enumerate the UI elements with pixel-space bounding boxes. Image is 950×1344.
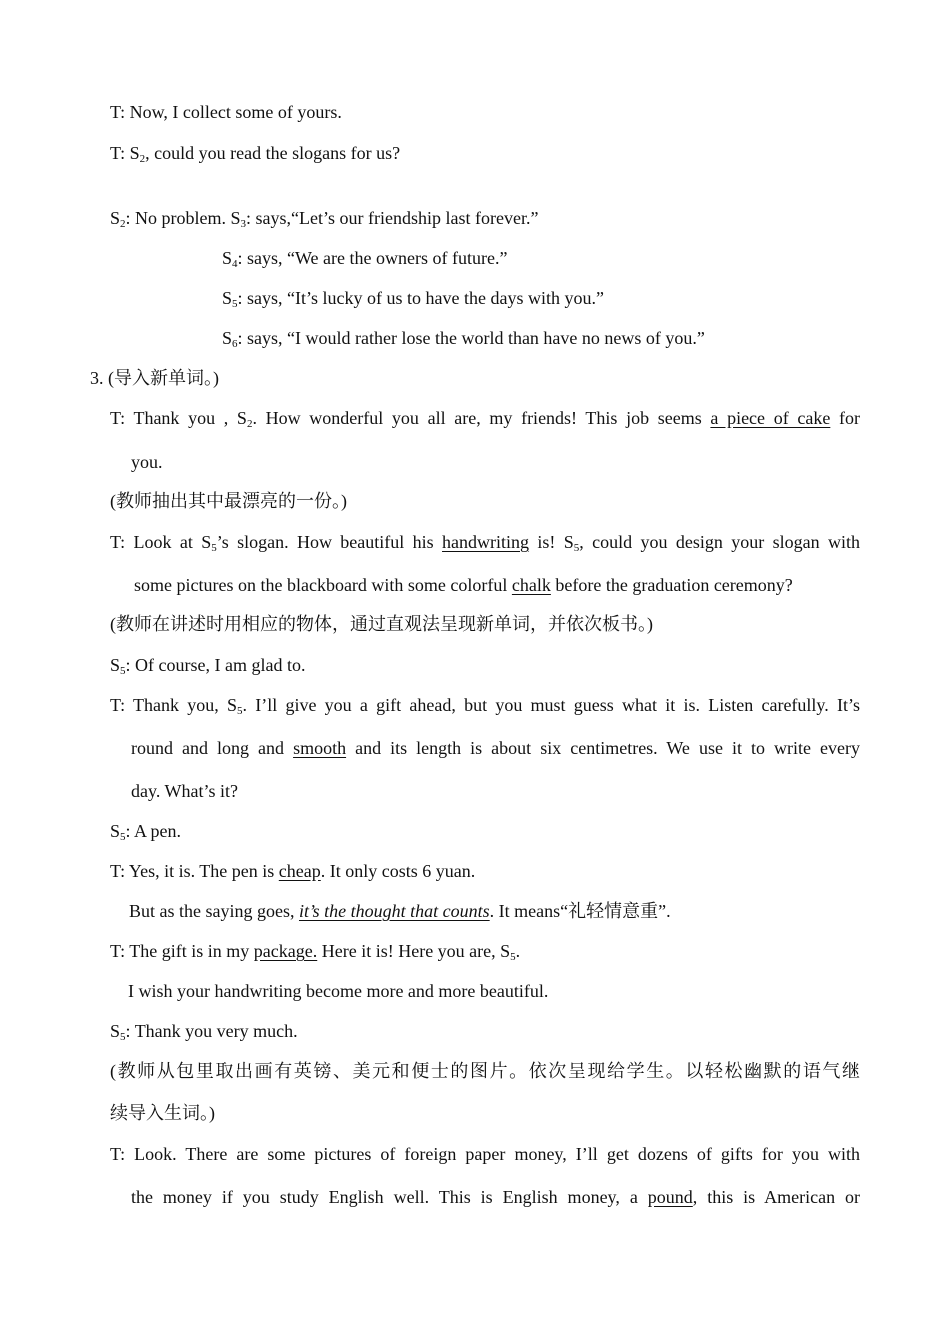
dialogue-line: $S_2$: No problem. $S_3$: says,“Let’s our friendship last forever.” xyxy=(110,208,539,230)
dialogue-line: $S_5$: says, “It’s lucky of us to have the days with you.” xyxy=(222,288,604,310)
dialogue-line: T: Yes, it is. The pen is cheap. It only costs 6 yuan. xyxy=(110,861,476,881)
vocab-term: pound xyxy=(647,1187,693,1207)
teacher-note: (教师在讲述时用相应的物体，通过直观法呈现新单词，并依次板书。) xyxy=(110,614,653,634)
vocab-term: handwriting xyxy=(442,532,530,552)
dialogue-line: I wish your handwriting become more and more beautiful. xyxy=(128,981,549,1001)
dialogue-line: T: Thank you , $S_2$. How wonderful you all are, my friends! This job seems a piece of cake for xyxy=(110,408,861,430)
dialogue-line: $S_4$: says, “We are the owners of future.” xyxy=(222,248,508,270)
dialogue-line: day. What’s it? xyxy=(131,781,238,801)
dialogue-line: T: Thank you, $S_5$. I’ll give you a gift ahead, but you must guess what it is. Listen carefully. It’s xyxy=(110,695,860,717)
dialogue-line: $S_5$: Of course, I am glad to. xyxy=(110,655,306,677)
dialogue-line: the money if you study English well. This is English money, a pound, this is American or xyxy=(131,1187,861,1207)
dialogue-line: $S_6$: says, “I would rather lose the world than have no news of you.” xyxy=(222,328,705,350)
dialogue-line: But as the saying goes, it’s the thought that counts. It means“礼轻情意重”. xyxy=(129,901,671,921)
vocab-term: cheap xyxy=(278,861,321,881)
dialogue-line: T: $S_2$, could you read the slogans for us? xyxy=(110,143,401,165)
vocab-term: a piece of cake xyxy=(710,408,831,428)
vocab-term: smooth xyxy=(293,738,347,758)
teacher-note: (教师抽出其中最漂亮的一份。) xyxy=(110,491,347,511)
dialogue-line: $S_5$: A pen. xyxy=(110,821,182,843)
teacher-note: 续导入生词。) xyxy=(110,1103,215,1123)
dialogue-line: some pictures on the blackboard with some colorful chalk before the graduation ceremony? xyxy=(134,575,793,595)
dialogue-line: round and long and smooth and its length is about six centimetres. We use it to write every xyxy=(131,738,860,758)
teacher-note: (教师从包里取出画有英镑、美元和便士的图片。依次呈现给学生。以轻松幽默的语气继 xyxy=(110,1061,860,1081)
vocab-term: package. xyxy=(253,941,318,961)
dialogue-line: T: Look at $S_5’s$ slogan. How beautiful his handwriting is! $S_5$, could you design your slogan with xyxy=(110,532,860,554)
dialogue-line: $S_5$: Thank you very much. xyxy=(110,1021,298,1043)
dialogue-line: T: Look. There are some pictures of foreign paper money, I’ll get dozens of gifts for you with xyxy=(110,1144,860,1164)
dialogue-line: T: The gift is in my package. Here it is! Here you are, $S_5$. xyxy=(110,941,521,963)
dialogue-line: T: Now, I collect some of yours. xyxy=(110,102,342,122)
vocab-phrase: it’s the thought that counts xyxy=(298,901,490,921)
dialogue-line: you. xyxy=(131,452,163,472)
section-heading: 3. (导入新单词。) xyxy=(90,368,219,388)
vocab-term: chalk xyxy=(511,575,551,595)
